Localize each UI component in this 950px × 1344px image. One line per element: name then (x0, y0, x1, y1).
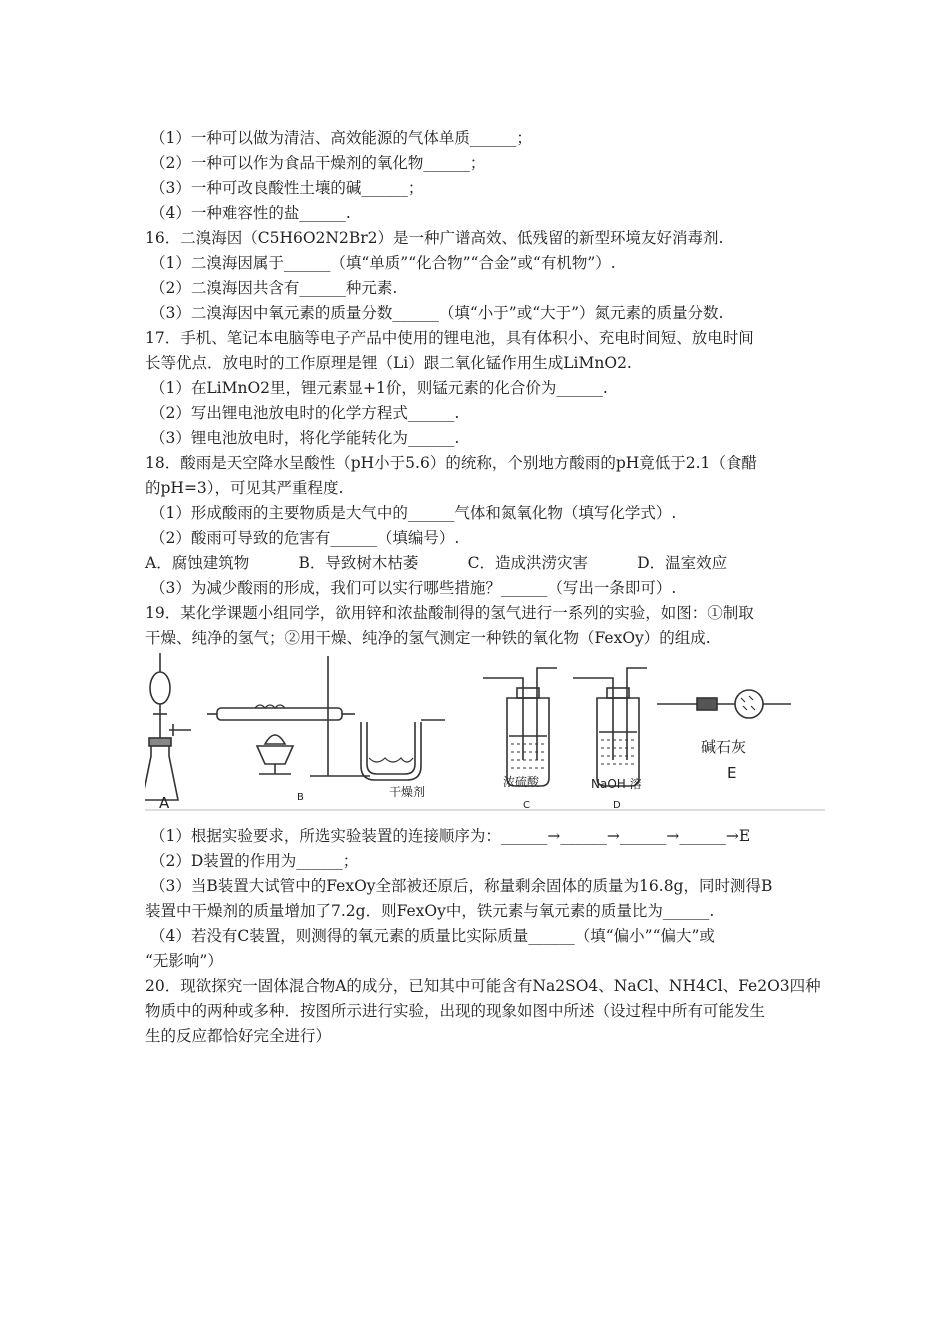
q18-stem-2: 的pH=3），可见其严重程度. (145, 479, 344, 497)
q19-2: （2）D装置的作用为______； (150, 852, 359, 870)
q19-stem-2: 干燥、纯净的氢气；②用干燥、纯净的氢气测定一种铁的氧化物（FexOy）的组成. (145, 629, 711, 647)
q17-2: （2）写出锂电池放电时的化学方程式______. (150, 404, 460, 422)
q19-4a: （4）若没有C装置，则测得的氧元素的质量比实际质量______（填“偏小”“偏大”或 (150, 927, 715, 945)
q20-stem-1: 20．现欲探究一固体混合物A的成分，已知其中可能含有Na2SO4、NaCl、NH4Cl、Fe2O3四种 (145, 977, 821, 995)
label-desiccant: 干燥剂 (389, 785, 426, 799)
q19-3b: 装置中干燥剂的质量增加了7.2g．则FexOy中，铁元素与氧元素的质量比为______. (145, 902, 715, 920)
q18-3: （3）为减少酸雨的形成，我们可以实行哪些措施？______（写出一条即可）. (150, 579, 677, 597)
q18-stem-1: 18．酸雨是天空降水呈酸性（pH小于5.6）的统称，个别地方酸雨的pH竟低于2.1（食醋 (145, 454, 757, 472)
apparatus-a-flask (145, 653, 191, 800)
q19-1: （1）根据实验要求，所选实验装置的连接顺序为：______→______→______→______→E (150, 827, 751, 845)
apparatus-d-bottle (573, 668, 647, 786)
q15-3: （3）一种可改良酸性土壤的碱______； (150, 179, 424, 197)
label-e: E (727, 764, 737, 782)
label-soda-lime: 碱石灰 (701, 738, 747, 756)
q19-4b: “无影响”） (145, 952, 223, 970)
q16-stem: 16．二溴海因（C5H6O2N2Br2）是一种广谱高效、低残留的新型环境友好消毒剂. (145, 229, 724, 247)
q15-2: （2）一种可以作为食品干燥剂的氧化物______； (150, 154, 486, 172)
q19-3a: （3）当B装置大试管中的FexOy全部被还原后，称量剩余固体的质量为16.8g，同时测得B (150, 877, 773, 895)
label-conc-h2so4: 浓硫酸 (503, 775, 540, 789)
q17-stem-1: 17．手机、笔记本电脑等电子产品中使用的锂电池，具有体积小、充电时间短、放电时间 (145, 329, 754, 347)
q15-4: （4）一种难容性的盐______. (150, 204, 351, 222)
q18-2: （2）酸雨可导致的危害有______（填编号）. (150, 529, 460, 547)
q17-1: （1）在LiMnO2里，锂元素显+1价，则锰元素的化合价为______. (150, 379, 608, 397)
q16-2: （2）二溴海因共含有______种元素. (150, 279, 398, 297)
q19-stem-1: 19．某化学课题小组同学，欲用锌和浓盐酸制得的氢气进行一系列的实验，如图：①制取 (145, 604, 754, 622)
q15-1: （1）一种可以做为清洁、高效能源的气体单质______； (150, 129, 532, 147)
apparatus-u-tube (361, 720, 445, 780)
q20-stem-2: 物质中的两种或多种．按图所示进行实验，出现的现象如图中所述（设过程中所有可能发生 (145, 1002, 766, 1020)
label-b: B (297, 792, 304, 803)
q17-stem-2: 长等优点．放电时的工作原理是锂（Li）跟二氧化锰作用生成LiMnO2. (145, 354, 632, 372)
apparatus-b-tube (207, 656, 370, 776)
q18-options: A．腐蚀建筑物 B．导致树木枯萎 C．造成洪涝灾害 D．温室效应 (145, 554, 728, 572)
apparatus-e-drying-tube (657, 690, 791, 718)
apparatus-figure (145, 648, 825, 818)
label-naoh: NaOH 溶 (591, 777, 642, 791)
label-d: D (613, 800, 621, 811)
apparatus-c-bottle (483, 668, 557, 786)
q16-1: （1）二溴海因属于______（填“单质”“化合物”“合金”或“有机物”）. (150, 254, 616, 272)
q18-1: （1）形成酸雨的主要物质是大气中的______气体和氮氧化物（填写化学式）. (150, 504, 677, 522)
q20-stem-3: 生的反应都恰好完全进行） (145, 1027, 332, 1045)
label-c: C (523, 800, 530, 811)
label-a: A (159, 794, 170, 812)
q17-3: （3）锂电池放电时，将化学能转化为______. (150, 429, 460, 447)
q16-3: （3）二溴海因中氧元素的质量分数______（填“小于”或“大于”）氮元素的质量分数. (150, 304, 724, 322)
